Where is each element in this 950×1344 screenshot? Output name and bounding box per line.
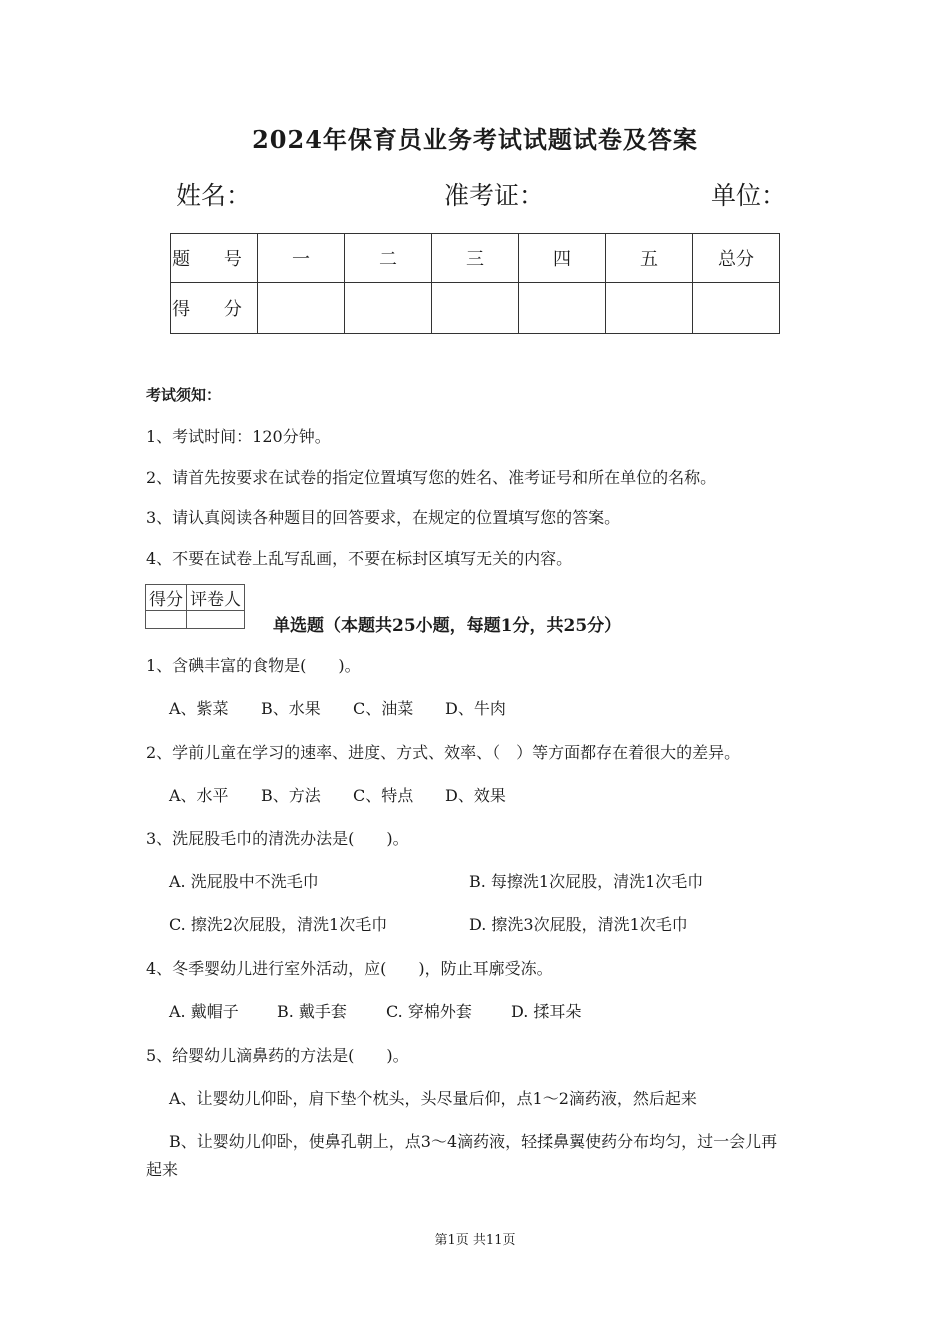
score-cell	[606, 283, 693, 334]
option: A、紫菜	[169, 699, 229, 718]
option: C. 擦洗2次屁股，清洗1次毛巾	[169, 915, 388, 934]
section-title: 单选题（本题共25小题，每题1分，共25分）	[273, 616, 622, 636]
score-cell	[519, 283, 606, 334]
score-cell	[693, 283, 780, 334]
score-cell	[432, 283, 519, 334]
grader-reviewer-label: 评卷人	[187, 585, 245, 611]
question-stem: 1、含碘丰富的食物是( )。	[146, 656, 361, 675]
option: C、油菜	[353, 699, 414, 718]
score-table-score-row	[171, 283, 780, 334]
option: B、让婴幼儿仰卧，使鼻孔朝上，点3～4滴药液，轻揉鼻翼使药分布均匀，过一会儿再	[169, 1132, 778, 1151]
option: D. 擦洗3次屁股，清洗1次毛巾	[469, 915, 688, 934]
score-table	[170, 233, 780, 334]
exam-id-field-label: 准考证：	[444, 181, 545, 210]
option: C、特点	[353, 786, 414, 805]
grader-score-label: 得分	[146, 585, 187, 611]
option: D、效果	[445, 786, 506, 805]
option: D、牛肉	[445, 699, 506, 718]
notice-item: 4、不要在试卷上乱写乱画，不要在标封区填写无关的内容。	[146, 549, 573, 568]
name-field-label: 姓名：	[176, 181, 252, 210]
page-footer: 第1页 共11页	[434, 1233, 516, 1248]
notice-item: 1、考试时间：120分钟。	[146, 427, 331, 446]
option: B、方法	[261, 786, 321, 805]
option: A、水平	[169, 786, 229, 805]
score-header-cell: 五	[606, 234, 693, 283]
unit-field-label: 单位：	[711, 181, 787, 210]
score-header-cell: 一	[258, 234, 345, 283]
option: A、让婴幼儿仰卧，肩下垫个枕头，头尽量后仰，点1～2滴药液，然后起来	[169, 1089, 697, 1108]
score-header-cell: 三	[432, 234, 519, 283]
notice-item: 2、请首先按要求在试卷的指定位置填写您的姓名、准考证号和所在单位的名称。	[146, 468, 717, 487]
option: B. 每擦洗1次屁股，清洗1次毛巾	[469, 872, 704, 891]
question-stem: 3、洗屁股毛巾的清洗办法是( )。	[146, 829, 409, 848]
score-header-cell: 四	[519, 234, 606, 283]
option: B. 戴手套	[277, 1002, 347, 1021]
score-header-cell: 二	[345, 234, 432, 283]
grader-score-cell	[146, 611, 187, 629]
option: A. 洗屁股中不洗毛巾	[169, 872, 319, 891]
question-stem: 4、冬季婴幼儿进行室外活动，应( )，防止耳廓受冻。	[146, 959, 553, 978]
option: A. 戴帽子	[169, 1002, 239, 1021]
score-row-label: 得 分	[171, 283, 258, 334]
option: D. 揉耳朵	[511, 1002, 582, 1021]
notice-heading: 考试须知：	[146, 386, 222, 404]
question-stem: 5、给婴幼儿滴鼻药的方法是( )。	[146, 1046, 409, 1065]
score-table-header-row	[171, 234, 780, 283]
question-stem: 2、学前儿童在学习的速率、进度、方式、效率、（ ）等方面都存在着很大的差异。	[146, 743, 741, 762]
option: B、水果	[261, 699, 321, 718]
option-continuation: 起来	[146, 1160, 179, 1179]
score-cell	[258, 283, 345, 334]
score-cell	[345, 283, 432, 334]
grader-box	[145, 584, 245, 629]
score-header-total: 总分	[693, 234, 780, 283]
page-title: 2024年保育员业务考试试题试卷及答案	[252, 125, 698, 154]
notice-item: 3、请认真阅读各种题目的回答要求，在规定的位置填写您的答案。	[146, 508, 621, 527]
grader-reviewer-cell	[187, 611, 245, 629]
option: C. 穿棉外套	[386, 1002, 472, 1021]
score-header-label: 题 号	[171, 234, 258, 283]
